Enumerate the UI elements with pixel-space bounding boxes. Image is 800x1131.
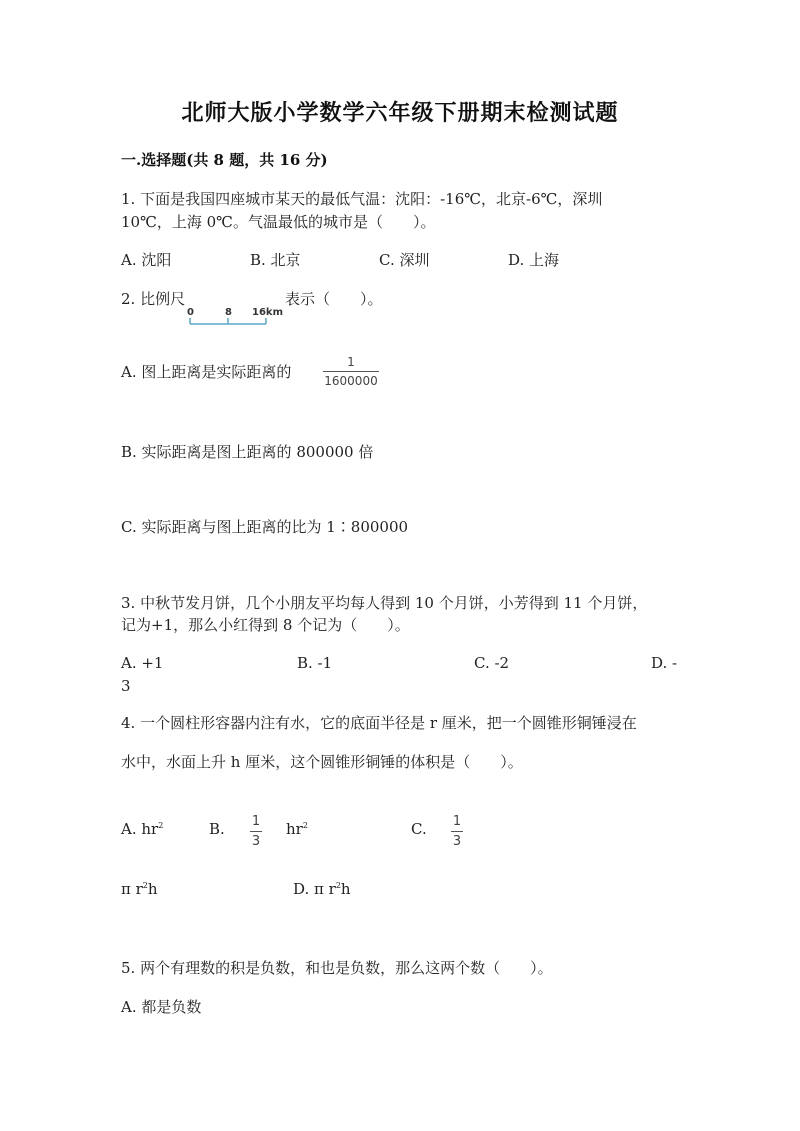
q4-option-d-text: D. π r [293, 880, 336, 898]
scale-bar-image [184, 304, 284, 328]
q4-option-c-h: h [147, 880, 158, 898]
section-header: 一.选择题(共 8 题，共 16 分) [121, 151, 328, 169]
q4-fraction-b [250, 814, 262, 849]
q2-option-a: A. 图上距离是实际距离的 [121, 363, 292, 381]
q4-option-c-pi-r: π r [121, 880, 143, 898]
q3-line1: 3. 中秋节发月饼，几个小朋友平均每人得到 10 个月饼，小芳得到 11 个月饼， [121, 594, 648, 612]
q4-option-c-cont [121, 880, 158, 898]
q4-option-a [121, 820, 163, 838]
q1-option-d: D. 上海 [508, 251, 560, 269]
q3-option-a: A. +1 [121, 654, 164, 672]
q4-fraction-c-numerator: 1 [452, 814, 462, 829]
q4-option-d-h: h [340, 880, 351, 898]
q4-option-a-text: A. hr [121, 820, 159, 838]
q1-option-b: B. 北京 [250, 251, 301, 269]
q4-option-d [293, 880, 351, 898]
q2-fraction-denominator: 1600000 [324, 374, 378, 388]
q3-option-d: D. - [651, 654, 678, 672]
fraction-bar [323, 371, 379, 372]
q4-option-b-sup: 2 [302, 821, 308, 830]
scale-label-0: 0 [187, 307, 194, 318]
q5-option-a: A. 都是负数 [121, 998, 202, 1016]
q1-line2: 10℃，上海 0℃。气温最低的城市是（ ）。 [121, 213, 436, 231]
q4-option-c-label: C. [411, 820, 427, 838]
q4-option-a-sup: 2 [158, 821, 164, 830]
scale-label-16km: 16km [252, 307, 283, 318]
q2-fraction-numerator: 1 [347, 355, 355, 369]
q2-fraction [323, 355, 379, 388]
q4-option-b-label: B. [209, 820, 225, 838]
q4-option-b-hr-text: hr [286, 820, 303, 838]
fraction-bar [250, 831, 262, 832]
q3-option-d-wrap: 3 [121, 677, 131, 695]
q4-fraction-b-numerator: 1 [251, 814, 261, 829]
q2-option-c: C. 实际距离与图上距离的比为 1∶800000 [121, 518, 409, 536]
q1-option-a: A. 沈阳 [121, 251, 172, 269]
q5-line1: 5. 两个有理数的积是负数，和也是负数，那么这两个数（ ）。 [121, 959, 553, 977]
q4-fraction-c-denominator: 3 [452, 834, 462, 849]
q4-option-d-sup: 2 [335, 881, 341, 890]
q3-option-b: B. -1 [297, 654, 333, 672]
q2-prefix: 2. 比例尺 [121, 290, 186, 308]
q4-fraction-c [451, 814, 463, 849]
q4-line1: 4. 一个圆柱形容器内注有水，它的底面半径是 r 厘米，把一个圆锥形铜锤浸在 [121, 714, 637, 732]
fraction-bar [451, 831, 463, 832]
q1-option-c: C. 深圳 [379, 251, 430, 269]
q2-option-b: B. 实际距离是图上距离的 800000 倍 [121, 443, 374, 461]
q4-line2: 水中，水面上升 h 厘米，这个圆锥形铜锤的体积是（ ）。 [121, 753, 523, 771]
page-title: 北师大版小学数学六年级下册期末检测试题 [181, 100, 619, 126]
q1-line1: 1. 下面是我国四座城市某天的最低气温：沈阳：-16℃，北京-6℃，深圳 [121, 190, 603, 208]
q4-fraction-b-denominator: 3 [251, 834, 261, 849]
q4-option-b-hr [286, 820, 308, 838]
scale-label-8: 8 [225, 307, 232, 318]
q4-option-c-sup: 2 [142, 881, 148, 890]
q3-option-c: C. -2 [474, 654, 510, 672]
q2-suffix: 表示（ ）。 [285, 290, 383, 308]
q3-line2: 记为+1，那么小红得到 8 个记为（ ）。 [121, 616, 410, 634]
